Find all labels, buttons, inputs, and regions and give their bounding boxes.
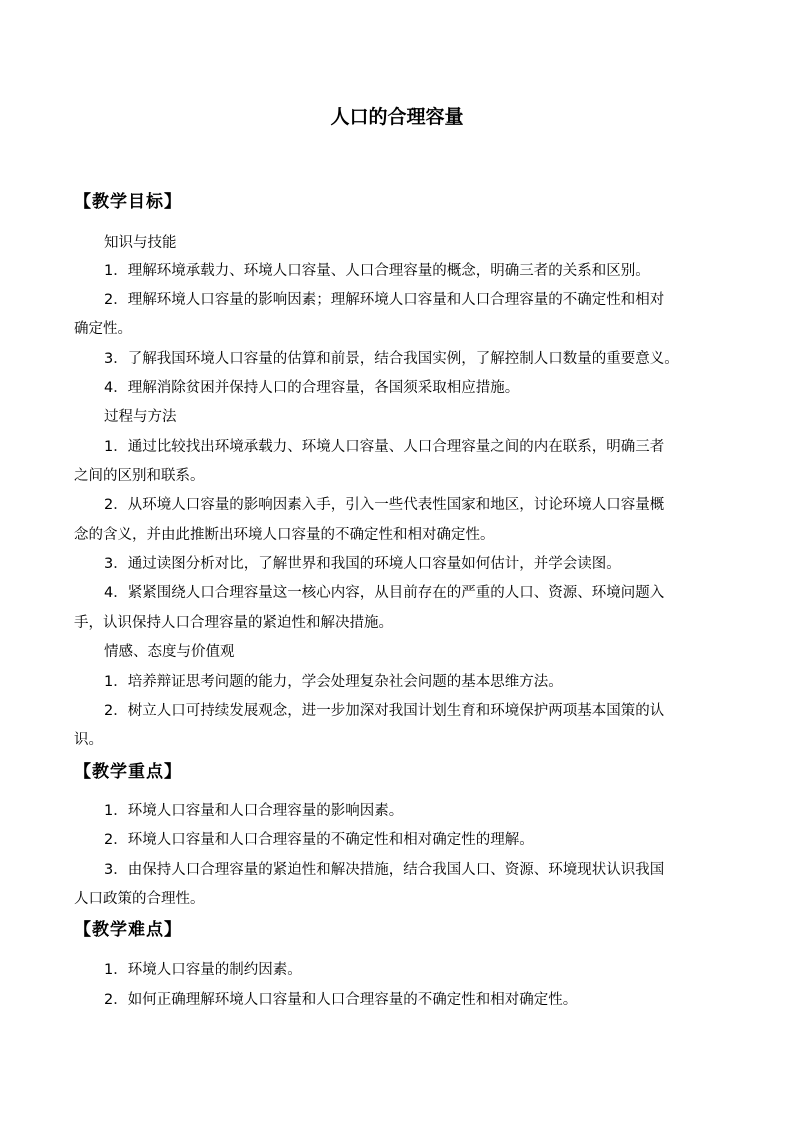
section-heading-objectives: 【教学目标】 — [74, 192, 182, 212]
knowledge-item: 1．理解环境承载力、环境人口容量、人口合理容量的概念，明确三者的关系和区别。 — [104, 263, 650, 279]
process-item-continuation: 之间的区别和联系。 — [74, 468, 205, 484]
section-heading-key-points: 【教学重点】 — [74, 762, 182, 782]
emotion-item: 2．树立人口可持续发展观念，进一步加深对我国计划生育和环境保护两项基本国策的认 — [104, 703, 665, 719]
process-item: 3．通过读图分析对比，了解世界和我国的环境人口容量如何估计，并学会读图。 — [104, 556, 621, 572]
process-item-continuation: 手，认识保持人口合理容量的紧迫性和解决措施。 — [74, 615, 393, 631]
knowledge-item: 3．了解我国环境人口容量的估算和前景，结合我国实例，了解控制人口数量的重要意义。 — [104, 351, 679, 367]
emotion-item-continuation: 识。 — [74, 732, 103, 748]
knowledge-item-continuation: 确定性。 — [74, 321, 132, 337]
difficult-point-item: 1．环境人口容量的制约因素。 — [104, 962, 302, 978]
key-point-item: 1．环境人口容量和人口合理容量的影响因素。 — [104, 803, 404, 819]
key-point-item: 2．环境人口容量和人口合理容量的不确定性和相对确定性的理解。 — [104, 832, 534, 848]
subheading-knowledge: 知识与技能 — [104, 235, 177, 251]
document-title: 人口的合理容量 — [330, 106, 464, 128]
key-point-item-continuation: 人口政策的合理性。 — [74, 891, 205, 907]
process-item: 1．通过比较找出环境承载力、环境人口容量、人口合理容量之间的内在联系，明确三者 — [104, 439, 665, 455]
process-item-continuation: 念的含义，并由此推断出环境人口容量的不确定性和相对确定性。 — [74, 527, 495, 543]
difficult-point-item: 2．如何正确理解环境人口容量和人口合理容量的不确定性和相对确定性。 — [104, 992, 578, 1008]
knowledge-item: 2．理解环境人口容量的影响因素；理解环境人口容量和人口合理容量的不确定性和相对 — [104, 292, 665, 308]
process-item: 2．从环境人口容量的影响因素入手，引入一些代表性国家和地区，讨论环境人口容量概 — [104, 497, 665, 513]
subheading-emotion: 情感、态度与价值观 — [104, 644, 235, 660]
section-heading-difficult-points: 【教学难点】 — [74, 920, 182, 940]
subheading-process: 过程与方法 — [104, 409, 177, 425]
knowledge-item: 4．理解消除贫困并保持人口的合理容量，各国须采取相应措施。 — [104, 380, 520, 396]
key-point-item: 3．由保持人口合理容量的紧迫性和解决措施，结合我国人口、资源、环境现状认识我国 — [104, 862, 665, 878]
process-item: 4．紧紧围绕人口合理容量这一核心内容，从目前存在的严重的人口、资源、环境问题入 — [104, 585, 665, 601]
emotion-item: 1．培养辩证思考问题的能力，学会处理复杂社会问题的基本思维方法。 — [104, 674, 563, 690]
